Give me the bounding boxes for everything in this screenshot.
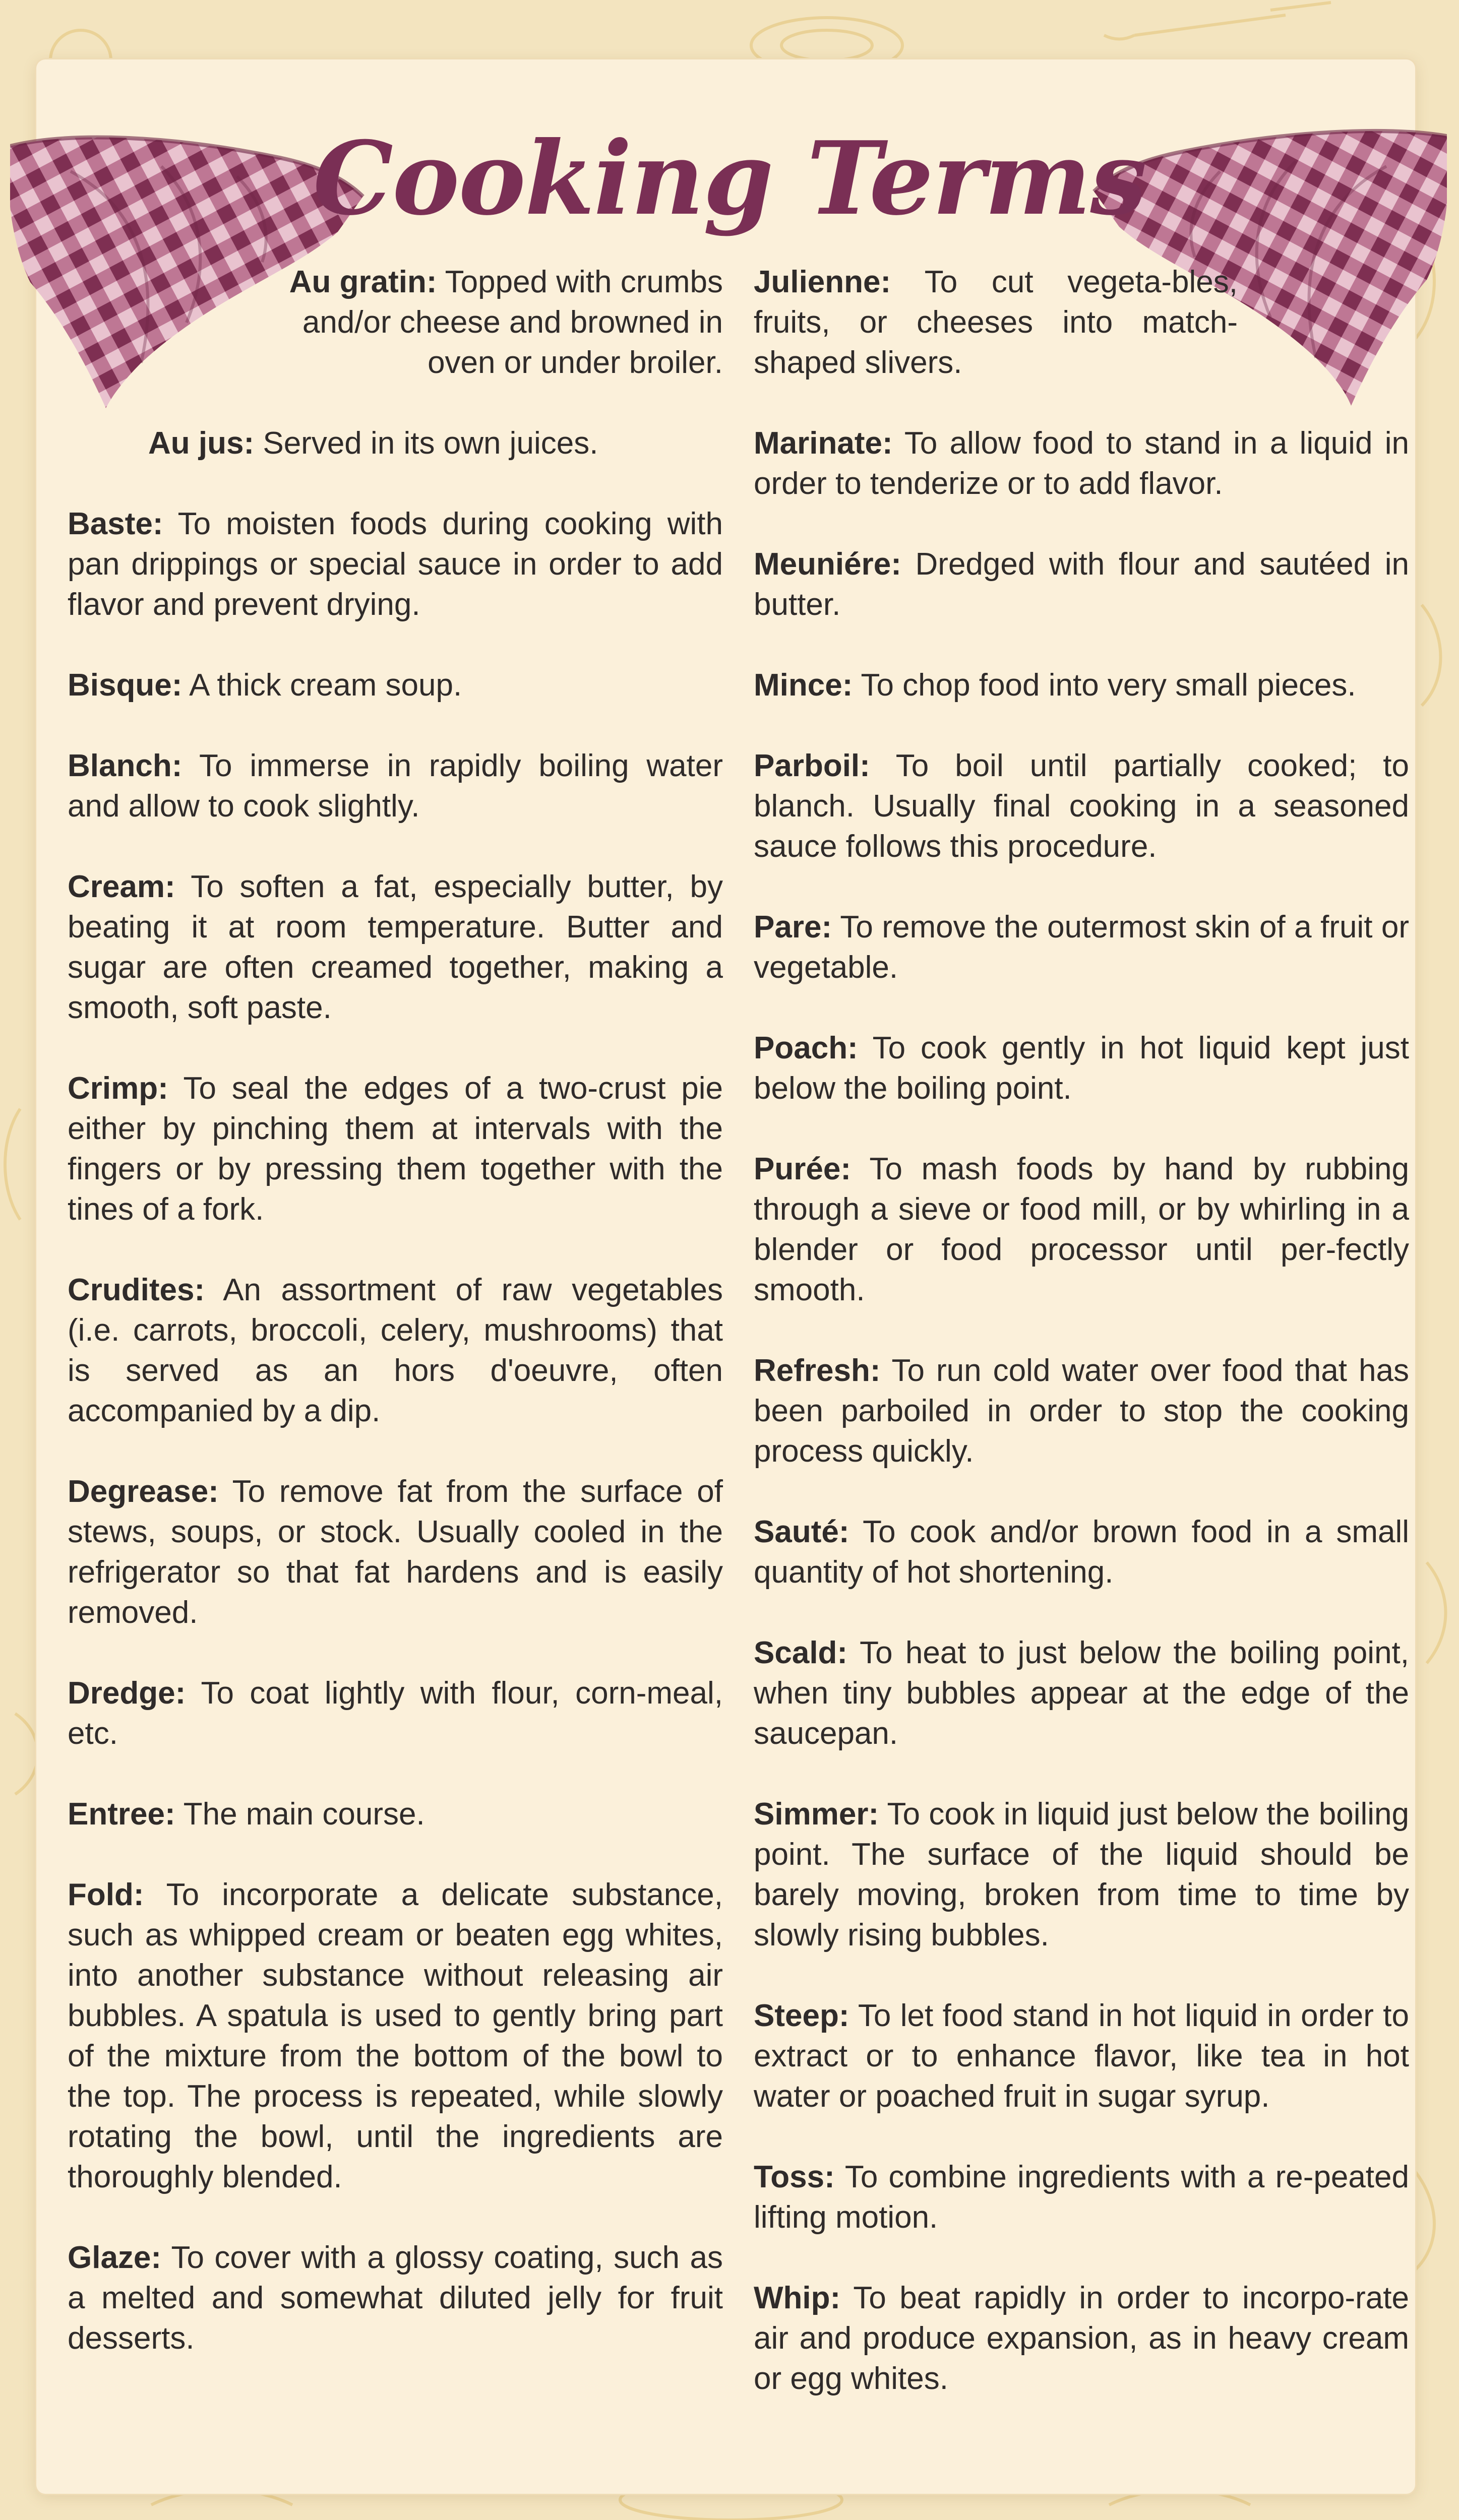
term-definition: To seal the edges of a two-crust pie either by pinching them at intervals with the fingers or by pressing them together with the tines of a fork. <box>68 1071 723 1227</box>
term-definition: Topped with crumbs and/or cheese and browned in oven or under broiler. <box>302 265 723 380</box>
term-definition: To coat lightly with flour, corn-meal, etc. <box>68 1676 723 1751</box>
glossary-entry <box>68 1673 723 1754</box>
term-word: Au jus: <box>148 426 255 461</box>
glossary-entry <box>754 1028 1409 1109</box>
term-definition: To soften a fat, especially butter, by beating it at room temperature. Butter and sugar are often creamed together, making a smooth, soft paste. <box>68 869 723 1025</box>
glossary-entry <box>68 1068 723 1230</box>
term-definition: To moisten foods during cooking with pan drippings or special sauce in order to add flavor and prevent drying. <box>68 507 723 622</box>
term-word: Baste: <box>68 507 163 541</box>
term-word: Degrease: <box>68 1474 219 1509</box>
term-word: Glaze: <box>68 2240 162 2275</box>
glossary-entry <box>68 1875 723 2197</box>
right-term-column <box>754 262 1409 2439</box>
term-word: Simmer: <box>754 1797 879 1832</box>
term-word: Refresh: <box>754 1353 881 1388</box>
glossary-entry <box>68 1794 723 1835</box>
glossary-entry <box>754 1996 1409 2117</box>
term-definition: To boil until partially cooked; to blanch. Usually final cooking in a seasoned sauce follows this procedure. <box>754 748 1410 864</box>
glossary-entry <box>68 2238 723 2359</box>
term-definition: A thick cream soup. <box>189 668 462 703</box>
glossary-entry <box>754 544 1409 625</box>
term-definition: Dredged with flour and sautéed in butter. <box>754 547 1409 622</box>
term-word: Scald: <box>754 1635 848 1670</box>
term-definition: To cook gently in hot liquid kept just below the boiling point. <box>754 1031 1409 1106</box>
term-word: Mince: <box>754 668 853 703</box>
glossary-entry <box>68 867 723 1028</box>
term-word: Entree: <box>68 1797 175 1832</box>
glossary-entry <box>68 1472 723 1633</box>
term-definition: To incorporate a delicate substance, such as whipped cream or beaten egg whites, into another substance without releasing air bubbles. A spatula is used to gently bring part of the mixture from the bottom of the bowl to the top. The process is repeated, while slowly rotating the bowl, until the ingredients are thoroughly blended. <box>68 1877 723 2194</box>
glossary-entry <box>754 665 1409 706</box>
term-definition: To cut vegeta-bles, fruits, or cheeses into match-shaped slivers. <box>754 265 1238 380</box>
term-word: Pare: <box>754 910 832 944</box>
glossary-entry <box>68 746 723 827</box>
glossary-entry <box>68 504 723 625</box>
glossary-entry <box>754 1512 1409 1593</box>
term-definition: To run cold water over food that has been parboiled in order to stop the cooking process quickly. <box>754 1353 1409 1469</box>
term-word: Whip: <box>754 2281 841 2315</box>
glossary-entry <box>754 1149 1409 1310</box>
glossary-entry <box>754 2278 1409 2399</box>
term-word: Poach: <box>754 1031 858 1065</box>
term-word: Cream: <box>68 869 175 904</box>
term-definition: To heat to just below the boiling point, when tiny bubbles appear at the edge of the saucepan. <box>754 1635 1409 1751</box>
term-definition: To cook and/or brown food in a small quantity of hot shortening. <box>754 1515 1409 1590</box>
term-definition: To beat rapidly in order to incorpo-rate air and produce expansion, as in heavy cream or egg whites. <box>754 2281 1409 2396</box>
left-term-column <box>68 262 723 2399</box>
term-definition: An assortment of raw vegetables (i.e. carrots, broccoli, celery, mushrooms) that is served as an hors d'oeuvre, often accompanied by a dip. <box>68 1273 723 1428</box>
glossary-entry <box>754 262 1409 383</box>
glossary-entry <box>754 907 1409 988</box>
glossary-entry <box>754 1633 1409 1754</box>
term-definition: To remove the outermost skin of a fruit or vegetable. <box>754 910 1409 985</box>
term-definition: To remove fat from the surface of stews, soups, or stock. Usually cooled in the refrigerator so that fat hardens and is easily removed. <box>68 1474 723 1630</box>
glossary-entry <box>68 665 723 706</box>
glossary-entry <box>754 1351 1409 1472</box>
term-definition: To let food stand in hot liquid in order to extract or to enhance flavor, like tea in hot water or poached fruit in sugar syrup. <box>754 1998 1409 2114</box>
term-definition: The main course. <box>183 1797 425 1832</box>
term-word: Purée: <box>754 1152 851 1186</box>
term-word: Crudites: <box>68 1273 205 1307</box>
glossary-entry <box>754 746 1409 867</box>
term-word: Bisque: <box>68 668 183 703</box>
term-word: Crimp: <box>68 1071 168 1106</box>
term-word: Meuniére: <box>754 547 901 582</box>
glossary-entry <box>68 1270 723 1431</box>
term-word: Au gratin: <box>289 265 437 299</box>
term-word: Dredge: <box>68 1676 186 1711</box>
term-definition: To cook in liquid just below the boiling point. The surface of the liquid should be barely moving, broken from time to time by slowly rising bubbles. <box>754 1797 1409 1952</box>
term-word: Sauté: <box>754 1515 849 1549</box>
glossary-entry <box>754 1794 1409 1956</box>
term-word: Blanch: <box>68 748 183 783</box>
page-title: Cooking Terms <box>313 119 1146 238</box>
term-definition: Served in its own juices. <box>263 426 598 461</box>
term-definition: To combine ingredients with a re-peated lifting motion. <box>754 2160 1409 2235</box>
term-definition: To chop food into very small pieces. <box>861 668 1356 703</box>
term-word: Parboil: <box>754 748 870 783</box>
term-word: Steep: <box>754 1998 849 2033</box>
term-definition: To immerse in rapidly boiling water and allow to cook slightly. <box>68 748 723 824</box>
glossary-entry <box>754 423 1409 504</box>
glossary-entry <box>68 262 723 383</box>
term-word: Marinate: <box>754 426 893 461</box>
term-definition: To cover with a glossy coating, such as a melted and somewhat diluted jelly for fruit desserts. <box>68 2240 723 2356</box>
glossary-entry <box>68 423 723 464</box>
term-word: Julienne: <box>754 265 891 299</box>
glossary-entry <box>754 2157 1409 2238</box>
term-word: Toss: <box>754 2160 835 2194</box>
term-word: Fold: <box>68 1877 144 1912</box>
term-definition: To mash foods by hand by rubbing through a sieve or food mill, or by whirling in a blender or food processor until per-fectly smooth. <box>754 1152 1409 1307</box>
term-definition: To allow food to stand in a liquid in order to tenderize or to add flavor. <box>754 426 1409 501</box>
